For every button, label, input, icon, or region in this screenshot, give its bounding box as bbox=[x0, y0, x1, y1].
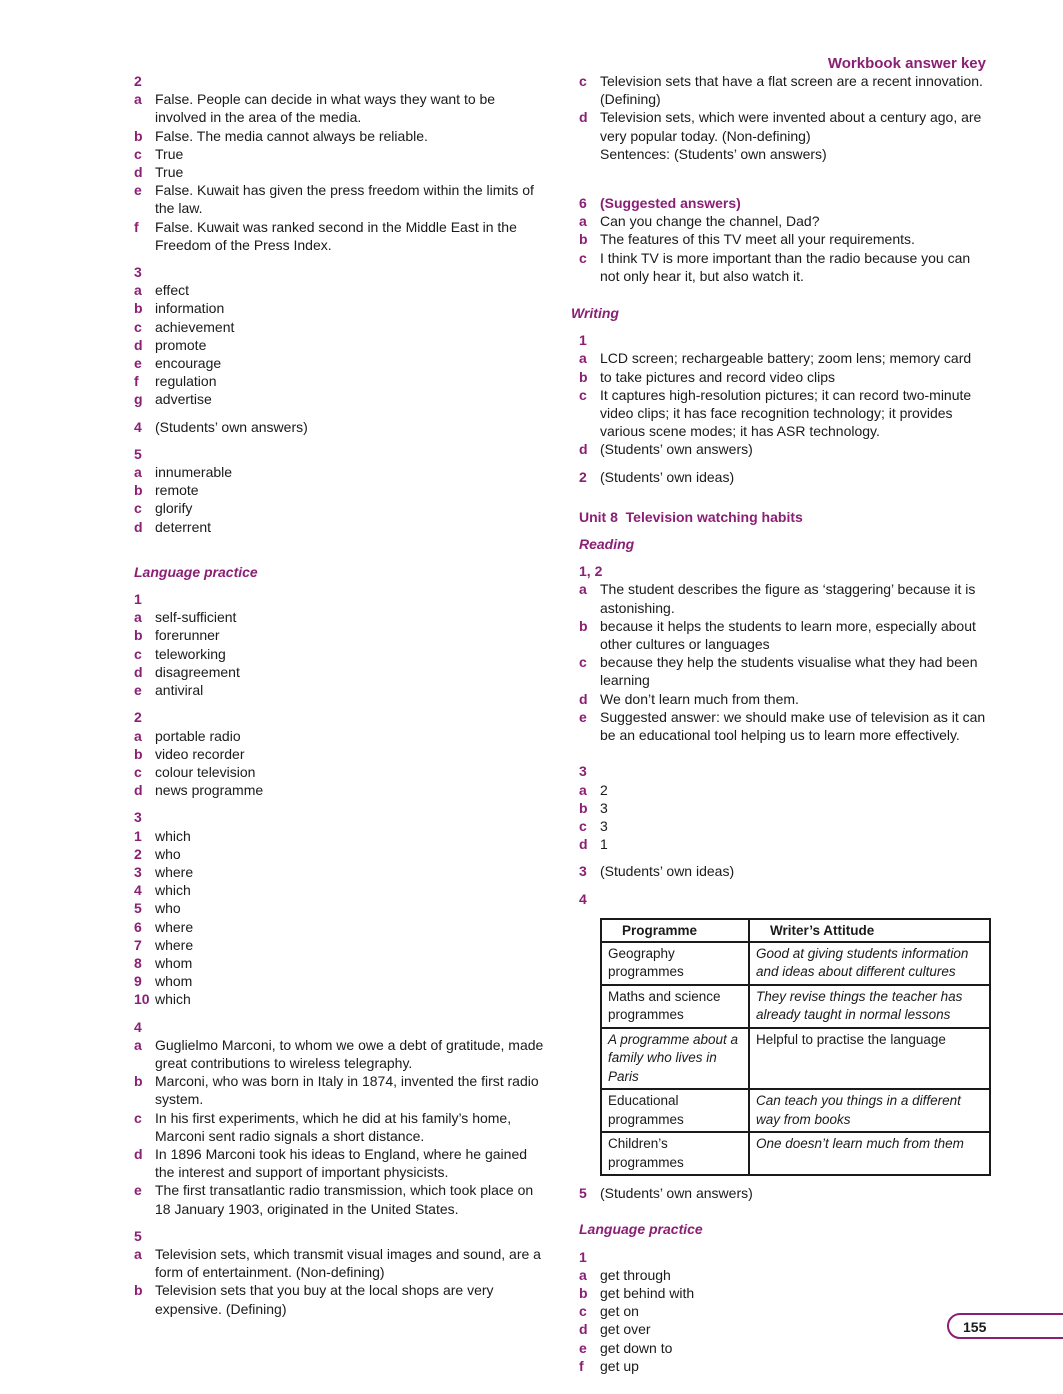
section-number: 1 bbox=[579, 332, 587, 349]
section-number: 2 bbox=[134, 709, 142, 726]
answer-text: encourage bbox=[155, 355, 222, 372]
answer-text: get over bbox=[600, 1321, 651, 1338]
answer-label: b bbox=[134, 127, 143, 144]
answer-text: The first transatlantic radio transmission, which took place on 18 January 1903, originated in the United States. bbox=[155, 1182, 534, 1217]
answer-row bbox=[579, 862, 991, 880]
answer-label: d bbox=[579, 109, 588, 126]
answer-list bbox=[134, 463, 544, 536]
answer-text: Guglielmo Marconi, to whom we owe a debt of gratitude, made great contributions to wireless telegraphy. bbox=[155, 1036, 544, 1071]
answer-label: c bbox=[134, 318, 142, 335]
answer-row bbox=[579, 781, 991, 799]
answer-row bbox=[579, 212, 991, 230]
answer-label: b bbox=[134, 1282, 143, 1299]
answer-row bbox=[134, 899, 544, 917]
answer-row bbox=[134, 281, 544, 299]
answer-row bbox=[134, 626, 544, 644]
answer-row bbox=[134, 681, 544, 699]
page-header-title: Workbook answer key bbox=[827, 55, 986, 72]
answer-row bbox=[134, 863, 544, 881]
answer-text: (Students’ own answers) bbox=[155, 418, 308, 435]
answer-list bbox=[579, 212, 991, 285]
answer-text: Suggested answer: we should make use of television as it can be an educational tool helping us to learn more effectively. bbox=[600, 708, 986, 744]
answer-label: a bbox=[134, 1036, 142, 1053]
answer-row bbox=[579, 386, 991, 441]
answer-text: Television sets, which were invented about a century ago, are very popular today. (Non-defining) bbox=[600, 109, 982, 144]
answer-label: c bbox=[134, 1109, 142, 1126]
answer-text: to take pictures and record video clips bbox=[600, 368, 836, 385]
answer-text: (Students’ own ideas) bbox=[600, 468, 735, 485]
answer-text: which bbox=[155, 882, 191, 899]
answer-text: achievement bbox=[155, 318, 235, 335]
answer-row bbox=[134, 163, 544, 181]
table-row bbox=[601, 1028, 990, 1090]
answer-label: b bbox=[134, 1073, 143, 1090]
answer-text: Television sets that have a flat screen are a recent innovation. (Defining) bbox=[600, 73, 983, 108]
answer-list bbox=[579, 349, 991, 458]
answer-row bbox=[134, 990, 544, 1008]
answer-list bbox=[134, 281, 544, 408]
answer-label: c bbox=[579, 386, 587, 403]
section-number: 6 bbox=[579, 195, 587, 212]
answer-row bbox=[134, 418, 544, 436]
answer-text: whom bbox=[155, 973, 193, 990]
answer-text: 3 bbox=[600, 799, 608, 816]
programme-cell: Geography programmes bbox=[601, 942, 749, 985]
answer-label: e bbox=[579, 1339, 587, 1356]
answer-text: which bbox=[155, 991, 191, 1008]
answer-row bbox=[134, 608, 544, 626]
answer-row bbox=[134, 1181, 544, 1217]
answer-text: get behind with bbox=[600, 1285, 695, 1302]
answer-row bbox=[579, 368, 991, 386]
answer-text: True bbox=[155, 164, 184, 181]
answer-row bbox=[134, 145, 544, 163]
answer-label: f bbox=[134, 218, 139, 235]
answer-label: d bbox=[579, 690, 588, 707]
answer-text: (Students’ own answers) bbox=[600, 1185, 753, 1202]
answer-label: b bbox=[579, 799, 588, 816]
section-number: 4 bbox=[134, 418, 142, 435]
answer-label: a bbox=[134, 282, 142, 299]
answer-row bbox=[579, 708, 991, 744]
table-row bbox=[601, 985, 990, 1028]
answer-row bbox=[579, 72, 991, 108]
section-number: 3 bbox=[579, 863, 587, 880]
answer-text: forerunner bbox=[155, 627, 220, 644]
answer-label: 6 bbox=[134, 918, 142, 935]
answer-list bbox=[579, 1266, 991, 1375]
answer-label: a bbox=[134, 609, 142, 626]
answer-row bbox=[134, 745, 544, 763]
answer-label: a bbox=[579, 350, 587, 367]
answer-list bbox=[134, 827, 544, 1009]
answer-row bbox=[134, 1145, 544, 1181]
section-heading bbox=[579, 194, 991, 212]
subsection-title: Language practice bbox=[134, 563, 258, 580]
answer-text: self-sufficient bbox=[155, 609, 237, 626]
answer-text: True bbox=[155, 145, 184, 162]
answer-label: b bbox=[134, 300, 143, 317]
answer-label: c bbox=[579, 1303, 587, 1320]
attitude-table bbox=[600, 918, 991, 1177]
answer-label: 8 bbox=[134, 954, 142, 971]
answer-text: Can you change the channel, Dad? bbox=[600, 213, 820, 230]
answer-text: 3 bbox=[600, 817, 608, 834]
attitude-cell: They revise things the teacher has already taught in normal lessons bbox=[749, 985, 990, 1028]
answer-text: because they help the students visualise what they had been learning bbox=[600, 654, 978, 689]
answer-label: d bbox=[134, 663, 143, 680]
answer-text: Television sets, which transmit visual images and sound, are a form of entertainment. (Non-defining) bbox=[155, 1245, 541, 1281]
answer-text: antiviral bbox=[155, 682, 204, 699]
section-number: 5 bbox=[579, 1185, 587, 1202]
attitude-cell: Can teach you things in a different way from books bbox=[749, 1089, 990, 1132]
section-number: 3 bbox=[134, 264, 142, 281]
table-row bbox=[601, 942, 990, 985]
section-number: 1 bbox=[579, 1248, 587, 1265]
answer-text: colour television bbox=[155, 763, 256, 780]
answer-text: whom bbox=[155, 954, 193, 971]
answer-row bbox=[579, 690, 991, 708]
answer-label: b bbox=[579, 231, 588, 248]
answer-label: g bbox=[134, 391, 143, 408]
answer-label: e bbox=[134, 1182, 142, 1199]
answer-row bbox=[134, 299, 544, 317]
answer-text: who bbox=[155, 845, 181, 862]
answer-row bbox=[579, 617, 991, 653]
answer-row bbox=[134, 918, 544, 936]
answer-text: The student describes the figure as ‘staggering’ because it is astonishing. bbox=[600, 581, 976, 616]
answer-text: In his first experiments, which he did at his family’s home, Marconi sent radio signals a short distance. bbox=[155, 1109, 512, 1144]
answer-text: It captures high-resolution pictures; it can record two-minute video clips; it has face recognition technology; it provides various scene modes; it has ASR technology. bbox=[600, 386, 972, 440]
answer-text: where bbox=[155, 863, 194, 880]
unit-number: Unit 8 bbox=[579, 508, 618, 525]
table-header-row bbox=[601, 919, 990, 942]
answer-text: False. People can decide in what ways they want to be involved in the area of the media. bbox=[155, 91, 496, 126]
answer-label: a bbox=[579, 1266, 587, 1283]
answer-text: 2 bbox=[600, 781, 608, 798]
answer-text: where bbox=[155, 936, 194, 953]
answer-label: c bbox=[579, 73, 587, 89]
answer-text: Television sets that you buy at the local shops are very expensive. (Defining) bbox=[155, 1282, 494, 1317]
answer-text: False. The media cannot always be reliable. bbox=[155, 127, 428, 144]
answer-label: b bbox=[579, 368, 588, 385]
answer-row bbox=[579, 835, 991, 853]
answer-label: e bbox=[579, 708, 587, 725]
answer-row bbox=[134, 936, 544, 954]
answer-row bbox=[134, 354, 544, 372]
column-header-attitude: Writer’s Attitude bbox=[749, 919, 990, 942]
answer-label: 9 bbox=[134, 973, 142, 990]
section-number: 2 bbox=[579, 468, 587, 485]
programme-cell: Children’s programmes bbox=[601, 1132, 749, 1175]
answer-text: promote bbox=[155, 336, 207, 353]
answer-label: a bbox=[579, 781, 587, 798]
answer-label: c bbox=[579, 654, 587, 671]
answer-list bbox=[134, 90, 544, 254]
answer-label: a bbox=[579, 581, 587, 598]
answer-label: b bbox=[134, 745, 143, 762]
answer-row bbox=[134, 481, 544, 499]
section-number: 4 bbox=[579, 890, 587, 907]
answer-row bbox=[579, 1357, 991, 1375]
answer-text: disagreement bbox=[155, 663, 240, 680]
answer-label: d bbox=[579, 1321, 588, 1338]
section-number: 1, 2 bbox=[579, 563, 603, 580]
answer-row bbox=[134, 90, 544, 126]
section-title: (Suggested answers) bbox=[600, 195, 741, 212]
answer-row bbox=[134, 336, 544, 354]
table-body bbox=[601, 942, 990, 1176]
column-header-programme: Programme bbox=[601, 919, 749, 942]
answer-label: f bbox=[579, 1357, 584, 1374]
answer-label: a bbox=[134, 727, 142, 744]
answer-label: a bbox=[134, 91, 142, 108]
answer-text: news programme bbox=[155, 782, 264, 799]
answer-row bbox=[134, 954, 544, 972]
answer-text: video recorder bbox=[155, 745, 245, 762]
section-number: 3 bbox=[579, 763, 587, 780]
answer-label: d bbox=[134, 782, 143, 799]
answer-row bbox=[579, 1320, 991, 1338]
answer-row bbox=[579, 1266, 991, 1284]
answer-row bbox=[134, 781, 544, 799]
unit-heading bbox=[579, 508, 991, 526]
answer-label: d bbox=[579, 836, 588, 853]
answer-text: (Students’ own ideas) bbox=[600, 863, 735, 880]
answer-label: c bbox=[134, 145, 142, 162]
answer-label: e bbox=[134, 182, 142, 199]
answer-label: d bbox=[134, 164, 143, 181]
answer-row bbox=[579, 468, 991, 486]
answer-text: False. Kuwait was ranked second in the Middle East in the Freedom of the Press Index. bbox=[155, 218, 517, 253]
answer-label: b bbox=[579, 617, 588, 634]
answer-row bbox=[134, 881, 544, 899]
answer-row bbox=[134, 518, 544, 536]
answer-text: We don’t learn much from them. bbox=[600, 690, 799, 707]
answer-label: c bbox=[579, 249, 587, 266]
answer-label: 10 bbox=[134, 991, 150, 1008]
answer-row bbox=[579, 108, 991, 144]
answer-text: regulation bbox=[155, 373, 217, 390]
attitude-cell: One doesn’t learn much from them bbox=[749, 1132, 990, 1175]
answer-label: b bbox=[134, 482, 143, 499]
answer-label: c bbox=[134, 645, 142, 662]
answer-row bbox=[134, 1109, 544, 1145]
answer-text: which bbox=[155, 827, 191, 844]
answer-text: get through bbox=[600, 1266, 671, 1283]
answer-text: False. Kuwait has given the press freedom within the limits of the law. bbox=[155, 182, 534, 217]
answer-row bbox=[134, 127, 544, 145]
answer-row bbox=[134, 463, 544, 481]
answer-label: 4 bbox=[134, 882, 142, 899]
section-number: 1 bbox=[134, 591, 142, 608]
answer-label: d bbox=[134, 518, 143, 535]
section-number: 5 bbox=[134, 445, 142, 462]
answer-list bbox=[579, 72, 991, 145]
answer-list bbox=[134, 1245, 544, 1318]
answer-row bbox=[579, 653, 991, 689]
answer-list bbox=[134, 1036, 544, 1218]
programme-cell: Educational programmes bbox=[601, 1089, 749, 1132]
section-number: 5 bbox=[134, 1227, 142, 1244]
answer-text: portable radio bbox=[155, 727, 241, 744]
section-number: 3 bbox=[134, 809, 142, 826]
answer-row bbox=[134, 1072, 544, 1108]
answer-label: 1 bbox=[134, 827, 142, 844]
answer-row bbox=[579, 580, 991, 616]
answer-list bbox=[134, 727, 544, 800]
answer-label: a bbox=[579, 213, 587, 230]
answer-text: Marconi, who was born in Italy in 1874, invented the first radio system. bbox=[155, 1073, 539, 1108]
answer-list bbox=[134, 608, 544, 699]
page-number: 155 bbox=[947, 1313, 1063, 1339]
answer-row bbox=[579, 440, 991, 458]
answer-text: innumerable bbox=[155, 464, 233, 481]
answer-label: 2 bbox=[134, 845, 142, 862]
answer-text: who bbox=[155, 900, 181, 917]
left-column bbox=[134, 72, 544, 1318]
answer-label: b bbox=[579, 1285, 588, 1302]
answer-row bbox=[134, 972, 544, 990]
answer-row bbox=[134, 181, 544, 217]
answer-text: get up bbox=[600, 1357, 639, 1374]
answer-label: b bbox=[134, 627, 143, 644]
answer-list bbox=[579, 580, 991, 744]
programme-cell: A programme about a family who lives in Paris bbox=[601, 1028, 749, 1090]
answer-label: c bbox=[134, 763, 142, 780]
section-number: 2 bbox=[134, 73, 142, 89]
answer-label: d bbox=[134, 336, 143, 353]
answer-label: c bbox=[134, 500, 142, 517]
answer-text: Sentences: (Students’ own answers) bbox=[600, 145, 827, 162]
answer-label: 7 bbox=[134, 936, 142, 953]
programme-cell: Maths and science programmes bbox=[601, 985, 749, 1028]
answer-row bbox=[134, 318, 544, 336]
answer-row bbox=[579, 1339, 991, 1357]
answer-label: a bbox=[134, 464, 142, 481]
table-row bbox=[601, 1089, 990, 1132]
answer-text: get down to bbox=[600, 1339, 673, 1356]
attitude-cell: Helpful to practise the language bbox=[749, 1028, 990, 1090]
answer-row bbox=[579, 145, 991, 163]
answer-label: 5 bbox=[134, 900, 142, 917]
answer-row bbox=[134, 845, 544, 863]
answer-row bbox=[579, 817, 991, 835]
table-row bbox=[601, 1132, 990, 1175]
answer-row bbox=[579, 249, 991, 285]
answer-label: d bbox=[579, 441, 588, 458]
subsection-title: Writing bbox=[571, 305, 619, 322]
unit-title: Television watching habits bbox=[625, 508, 803, 525]
right-column bbox=[571, 72, 991, 1375]
answer-text: LCD screen; rechargeable battery; zoom lens; memory card bbox=[600, 350, 972, 367]
answer-label: d bbox=[134, 1145, 143, 1162]
answer-row bbox=[134, 499, 544, 517]
answer-label: a bbox=[134, 1245, 142, 1262]
answer-label: c bbox=[579, 817, 587, 834]
answer-row bbox=[134, 827, 544, 845]
answer-row bbox=[579, 230, 991, 248]
answer-row bbox=[134, 727, 544, 745]
answer-row bbox=[134, 1245, 544, 1281]
section-number: 4 bbox=[134, 1018, 142, 1035]
answer-row bbox=[579, 799, 991, 817]
answer-text: where bbox=[155, 918, 194, 935]
answer-text: I think TV is more important than the radio because you can not only hear it, but also watch it. bbox=[600, 249, 971, 284]
answer-text: effect bbox=[155, 282, 189, 299]
answer-row bbox=[579, 1302, 991, 1320]
answer-text: because it helps the students to learn more, especially about other cultures or languages bbox=[600, 617, 976, 653]
attitude-cell: Good at giving students information and ideas about different cultures bbox=[749, 942, 990, 985]
answer-label: e bbox=[134, 355, 142, 372]
subsection-title: Reading bbox=[579, 536, 635, 553]
answer-text: (Students’ own answers) bbox=[600, 441, 753, 458]
answer-row bbox=[134, 1281, 544, 1317]
answer-label: 3 bbox=[134, 863, 142, 880]
answer-row bbox=[134, 663, 544, 681]
answer-text: advertise bbox=[155, 391, 212, 408]
answer-row bbox=[579, 349, 991, 367]
answer-text: remote bbox=[155, 482, 199, 499]
answer-row bbox=[134, 372, 544, 390]
answer-row bbox=[134, 1036, 544, 1072]
answer-label: e bbox=[134, 682, 142, 699]
answer-text: get on bbox=[600, 1303, 639, 1320]
answer-text: In 1896 Marconi took his ideas to England, where he gained the interest and support of important physicists. bbox=[155, 1145, 528, 1181]
answer-text: information bbox=[155, 300, 225, 317]
subsection-title: Language practice bbox=[579, 1221, 703, 1238]
answer-row bbox=[134, 218, 544, 254]
answer-row bbox=[134, 645, 544, 663]
answer-text: glorify bbox=[155, 500, 193, 517]
answer-row bbox=[134, 390, 544, 408]
answer-text: teleworking bbox=[155, 645, 226, 662]
answer-text: 1 bbox=[600, 836, 608, 853]
answer-list bbox=[579, 781, 991, 854]
answer-label: f bbox=[134, 373, 139, 390]
answer-row bbox=[579, 1184, 991, 1202]
answer-row bbox=[134, 763, 544, 781]
answer-text: deterrent bbox=[155, 518, 212, 535]
answer-row bbox=[579, 1284, 991, 1302]
answer-text: The features of this TV meet all your requirements. bbox=[600, 231, 915, 248]
